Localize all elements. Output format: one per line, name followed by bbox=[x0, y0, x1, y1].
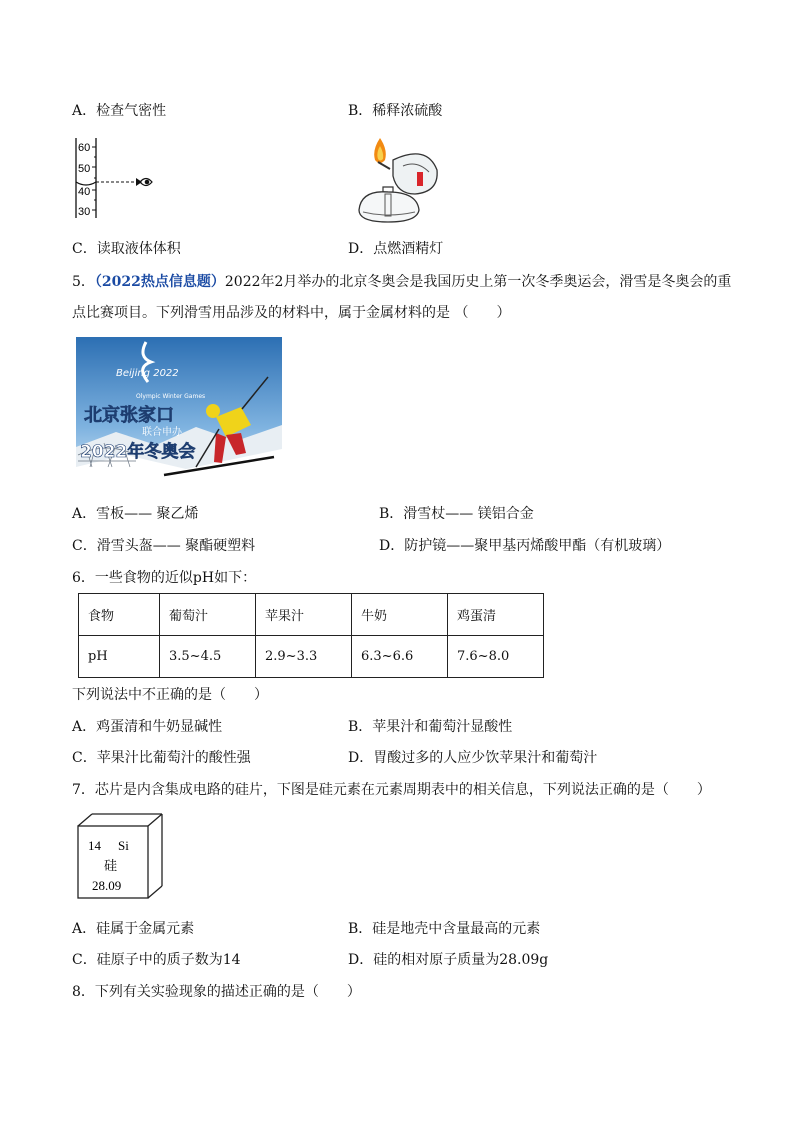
photo-line2: 联合申办 bbox=[142, 427, 182, 438]
q7-stem: 7．芯片是内含集成电路的硅片，下图是硅元素在元素周期表中的相关信息，下列说法正确的是（ ） bbox=[72, 782, 711, 798]
q5-text-line1: 2022年2月举办的北京冬奥会是我国历史上第一次冬季奥运会，滑雪是冬奥会的重 bbox=[224, 274, 732, 290]
q4-option-b: B．稀释浓硫酸 bbox=[348, 103, 443, 119]
q6-stem: 6．一些食物的近似pH如下： bbox=[72, 570, 257, 586]
table-cell: 2.9~3.3 bbox=[256, 636, 352, 678]
tick-label-50: 50 bbox=[78, 163, 91, 175]
q5-number: 5． bbox=[72, 274, 95, 290]
element-symbol: Si bbox=[118, 838, 129, 853]
photo-line1: 北京张家口 bbox=[84, 405, 174, 426]
table-cell: 鸡蛋清 bbox=[448, 594, 544, 636]
meniscus bbox=[76, 182, 96, 185]
table-cell: 3.5~4.5 bbox=[160, 636, 256, 678]
q5-option-c: C．滑雪头盔—— 聚酯硬塑料 bbox=[72, 538, 256, 554]
q5-stem-line2: 点比赛项目。下列滑雪用品涉及的材料中，属于金属材料的是 （ ） bbox=[72, 305, 511, 321]
table-cell: 牛奶 bbox=[352, 594, 448, 636]
photo-logo-text: Beijing 2022 bbox=[116, 368, 179, 379]
q8-stem: 8．下列有关实验现象的描述正确的是（ ） bbox=[72, 984, 361, 1000]
table-cell: pH bbox=[79, 636, 160, 678]
element-name: 硅 bbox=[104, 859, 118, 874]
tilted-lamp bbox=[378, 154, 437, 194]
q6-option-b: B．苹果汁和葡萄汁显酸性 bbox=[348, 719, 513, 735]
q5-option-d: D．防护镜——聚甲基丙烯酸甲酯（有机玻璃） bbox=[379, 538, 671, 554]
table-cell: 苹果汁 bbox=[256, 594, 352, 636]
tick-label-30: 30 bbox=[78, 206, 91, 218]
atomic-mass: 28.09 bbox=[92, 878, 122, 893]
q5-stem-line1 bbox=[72, 273, 731, 291]
q6-question: 下列说法中不正确的是（ ） bbox=[72, 687, 268, 703]
winter-olympics-photo bbox=[76, 337, 282, 488]
atomic-number: 14 bbox=[88, 838, 101, 853]
photo-small-text: Olympic Winter Games bbox=[136, 393, 206, 400]
table-row bbox=[79, 594, 544, 636]
table-row bbox=[79, 636, 544, 678]
alcohol-lamp-figure bbox=[345, 132, 451, 224]
q7-option-d: D．硅的相对原子质量为28.09g bbox=[348, 952, 549, 968]
flame-icon bbox=[374, 138, 386, 163]
photo-line3: 2022年冬奥会 bbox=[80, 442, 196, 462]
q4-option-a: A．检查气密性 bbox=[72, 103, 167, 119]
q7-option-b: B．硅是地壳中含量最高的元素 bbox=[348, 921, 541, 937]
q6-option-c: C．苹果汁比葡萄汁的酸性强 bbox=[72, 750, 251, 766]
q4-option-d: D．点燃酒精灯 bbox=[348, 241, 444, 257]
table-cell: 葡萄汁 bbox=[160, 594, 256, 636]
table-cell: 7.6~8.0 bbox=[448, 636, 544, 678]
q6-option-a: A．鸡蛋清和牛奶显碱性 bbox=[72, 719, 223, 735]
q7-option-a: A．硅属于金属元素 bbox=[72, 921, 195, 937]
q7-option-c: C．硅原子中的质子数为14 bbox=[72, 952, 241, 968]
silicon-element-box bbox=[76, 812, 166, 902]
ph-table bbox=[78, 593, 544, 678]
cylinder-reading-figure bbox=[70, 136, 160, 220]
table-cell: 6.3~6.6 bbox=[352, 636, 448, 678]
q5-option-a: A．雪板—— 聚乙烯 bbox=[72, 506, 199, 522]
tick-label-40: 40 bbox=[78, 186, 91, 198]
q5-option-b: B．滑雪杖—— 镁铝合金 bbox=[379, 506, 534, 522]
q4-option-c: C．读取液体体积 bbox=[72, 241, 181, 257]
table-cell: 食物 bbox=[79, 594, 160, 636]
q6-option-d: D．胃酸过多的人应少饮苹果汁和葡萄汁 bbox=[348, 750, 598, 766]
q5-tag: （2022热点信息题） bbox=[94, 274, 225, 290]
tick-label-60: 60 bbox=[78, 142, 91, 154]
